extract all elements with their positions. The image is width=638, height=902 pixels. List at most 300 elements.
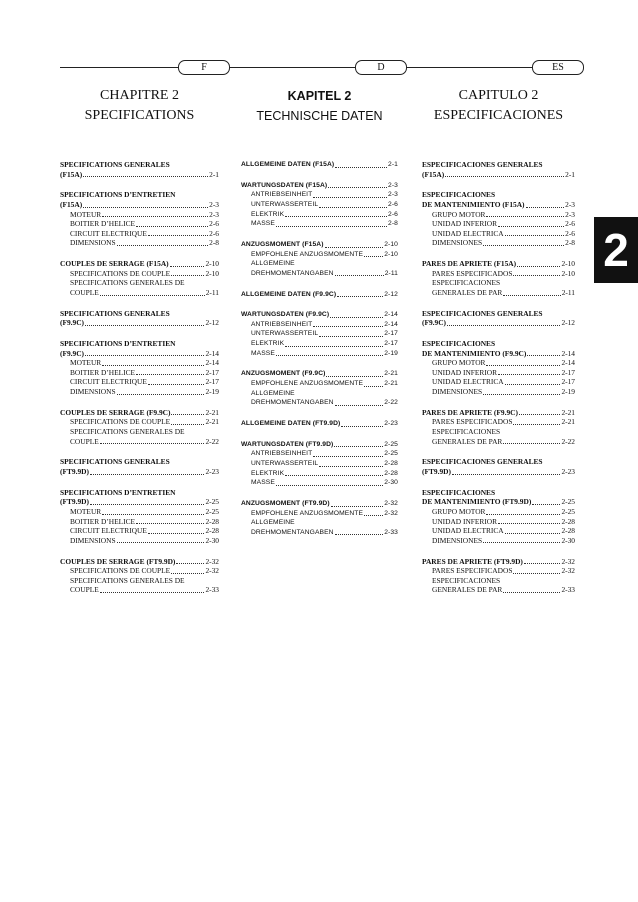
toc-entry-page: 2-14 [205, 348, 219, 358]
toc-entry [422, 387, 575, 397]
toc-entry [422, 170, 575, 180]
toc-entry-label: SPECIFICATIONS GENERALES DE [70, 575, 185, 585]
toc-entry-label: DREHMOMENTANGABEN [251, 269, 334, 277]
toc-entry-label: DIMENSIONS [70, 387, 116, 397]
toc-entry-page: 2-11 [561, 287, 575, 297]
toc-entry-label: DIMENSIONES [432, 387, 483, 397]
toc-entry-label: DE MANTENIMIENTO (F9.9C) [422, 348, 527, 358]
toc-leader-dots [319, 336, 383, 337]
toc-entry-page: 2-14 [384, 320, 398, 328]
toc-entry-page: 2-3 [565, 199, 575, 209]
toc-leader-dots [341, 426, 383, 427]
toc-entry-page: 2-17 [205, 377, 219, 387]
column-spanish [422, 86, 575, 606]
toc-entry [422, 339, 575, 349]
toc-entry-label: COUPLE [70, 287, 99, 297]
toc-entry [60, 507, 219, 517]
toc-entry-label: EMPFOHLENE ANZUGSMOMENTE [251, 380, 364, 388]
toc-entry-page: 2-6 [565, 228, 575, 238]
toc-entry [422, 229, 575, 239]
toc-entry-page: 2-10 [205, 268, 219, 278]
chapter-title-line1: CAPITULO 2 [458, 88, 539, 103]
toc-entry-label: SPECIFICATIONS DE COUPLE [70, 417, 171, 427]
toc-leader-dots [483, 542, 560, 543]
toc-entry [241, 398, 398, 408]
toc-entry [422, 358, 575, 368]
toc-entry [60, 576, 219, 586]
toc-entry [241, 329, 398, 339]
toc-entry-label: BOITIER D’HELICE [70, 367, 136, 377]
toc-entry-page: 2-21 [384, 380, 398, 388]
toc-entry-page: 2-10 [384, 240, 398, 248]
toc-leader-dots [532, 504, 560, 505]
toc-entry [60, 368, 219, 378]
toc-leader-dots [503, 592, 560, 593]
toc-entry [241, 419, 398, 429]
toc-entry-page: 2-17 [561, 367, 575, 377]
toc-leader-dots [90, 504, 204, 505]
toc-entry-page: 2-25 [205, 497, 219, 507]
toc-entry-label: SPECIFICATIONS GENERALES DE [70, 278, 185, 288]
toc-entry-label: MASSE [251, 349, 275, 357]
toc-entry-label: GENERALES DE PAR [432, 585, 503, 595]
toc-leader-dots [313, 326, 383, 327]
toc-entry-page: 2-25 [561, 497, 575, 507]
toc-entry-label: PARES DE APRIETE (F15A) [422, 259, 517, 269]
toc-entry-page: 2-23 [561, 466, 575, 476]
toc-entry-label: ESPECIFICACIONES [432, 278, 501, 288]
toc-entry [422, 585, 575, 595]
toc-entry-page: 2-25 [384, 440, 398, 448]
toc-entry-label: SPECIFICATIONS GENERALES [60, 160, 170, 169]
toc-entry-page: 2-10 [561, 259, 575, 269]
toc-entry-page: 2-33 [561, 585, 575, 595]
toc-entry [60, 259, 219, 269]
toc-entry-label: COUPLES DE SERRAGE (FT9.9D) [60, 556, 176, 566]
toc-entry-page: 2-1 [565, 169, 575, 179]
toc-leader-dots [505, 235, 565, 236]
toc-entry-label: WARTUNGSDATEN (F15A) [241, 181, 328, 189]
toc-entry [422, 497, 575, 507]
toc-entry-label: CIRCUIT ELECTRIQUE [70, 377, 147, 387]
toc-entry-page: 2-23 [205, 466, 219, 476]
toc-entry-page: 2-33 [384, 528, 398, 536]
toc-entry [241, 459, 398, 469]
toc-leader-dots [171, 424, 204, 425]
toc-section [241, 290, 398, 300]
toc-leader-dots [83, 176, 208, 177]
toc-entry-page: 2-30 [384, 479, 398, 487]
toc-entry-label: EMPFOHLENE ANZUGSMOMENTE [251, 250, 364, 258]
toc-entry-label: ESPECIFICACIONES [432, 575, 501, 585]
toc-entry-page: 2-17 [384, 330, 398, 338]
chapter-title-line2: ESPECIFICACIONES [433, 108, 564, 123]
toc-entry-label: CIRCUIT ELECTRIQUE [70, 526, 147, 536]
toc-leader-dots [117, 542, 205, 543]
toc-entry [60, 536, 219, 546]
chapter-title-line2: TECHNISCHE DATEN [256, 109, 383, 123]
toc-section [60, 190, 219, 248]
column-german [241, 86, 398, 549]
toc-leader-dots [325, 247, 384, 248]
toc-section [422, 190, 575, 248]
toc-entry-label: ANZUGSMOMENT (F15A) [241, 240, 324, 248]
toc-section [422, 160, 575, 179]
column-french [60, 86, 219, 606]
toc-section [422, 557, 575, 595]
toc-entry [241, 499, 398, 509]
toc-entry-label: COUPLE [70, 436, 99, 446]
toc-section [241, 160, 398, 170]
toc-entry [422, 526, 575, 536]
toc-entry-page: 2-6 [388, 210, 398, 218]
toc-entry-label: PARES DE APRIETE (F9.9C) [422, 407, 518, 417]
toc-entry [241, 528, 398, 538]
toc-entry-label: ELEKTRIK [251, 210, 285, 218]
toc-leader-dots [326, 376, 383, 377]
toc-entry [60, 200, 219, 210]
toc-leader-dots [176, 563, 204, 564]
toc-leader-dots [337, 296, 383, 297]
toc-entry-page: 2-6 [209, 228, 219, 238]
toc-section [241, 499, 398, 537]
toc-entry-label: ESPECIFICACIONES GENERALES [422, 160, 543, 169]
toc-leader-dots [486, 514, 560, 515]
toc-entry [60, 417, 219, 427]
toc-entry [60, 339, 219, 349]
toc-entry-page: 2-1 [209, 169, 219, 179]
toc-entry [422, 238, 575, 248]
toc-entry-page: 2-10 [561, 268, 575, 278]
toc-entry-label: ALLGEMEINE DATEN (FT9.9D) [241, 420, 341, 427]
toc-entry-label: COUPLES DE SERRAGE (F15A) [60, 259, 169, 269]
toc-section [241, 310, 398, 358]
toc-entry-page: 2-25 [205, 506, 219, 516]
toc-leader-dots [136, 374, 204, 375]
toc-entry [60, 557, 219, 567]
toc-entry [60, 229, 219, 239]
toc-entry [60, 488, 219, 498]
toc-leader-dots [285, 346, 383, 347]
toc-leader-dots [335, 275, 384, 276]
toc-entry-page: 2-32 [205, 556, 219, 566]
toc-entry-label: UNTERWASSERTEIL [251, 200, 319, 208]
toc-entry-page: 2-11 [205, 287, 219, 297]
toc-entry-label: (F15A) [60, 199, 83, 209]
toc-section [422, 309, 575, 328]
toc-entry [60, 387, 219, 397]
toc-entry-page: 2-28 [205, 516, 219, 526]
toc-entry-page: 2-3 [388, 191, 398, 199]
toc-section [241, 369, 398, 407]
toc-entry-page: 2-32 [384, 499, 398, 507]
toc-entry [241, 250, 398, 260]
toc-entry [422, 160, 575, 170]
toc-leader-dots [117, 394, 205, 395]
toc-entry [422, 318, 575, 328]
toc-entry-label: (FT9.9D) [60, 497, 89, 507]
toc-entry-label: ESPECIFICACIONES [432, 427, 501, 436]
toc-entry-page: 2-17 [561, 377, 575, 387]
chapter-title-line2: SPECIFICATIONS [84, 108, 195, 123]
toc-entry-page: 2-21 [384, 370, 398, 378]
toc-entry-label: MOTEUR [70, 358, 102, 368]
toc-entry [422, 200, 575, 210]
toc-entry-page: 2-30 [561, 535, 575, 545]
header-rule [60, 67, 578, 68]
toc-leader-dots [445, 176, 564, 177]
toc-entry [60, 526, 219, 536]
toc-entry-page: 2-3 [209, 209, 219, 219]
toc-leader-dots [148, 235, 208, 236]
toc-entry [241, 181, 398, 191]
toc-entry [60, 467, 219, 477]
toc-entry [241, 320, 398, 330]
toc-entry-label: ESPECIFICACIONES [422, 190, 496, 200]
toc-entry [241, 219, 398, 229]
toc-entry [60, 219, 219, 229]
chapter-title [422, 86, 575, 126]
toc-list [422, 160, 575, 595]
toc-leader-dots [171, 573, 204, 574]
toc-leader-dots [335, 167, 387, 168]
toc-leader-dots [117, 245, 209, 246]
toc-entry-label: (F15A) [60, 169, 83, 179]
toc-leader-dots [276, 226, 387, 227]
toc-leader-dots [483, 394, 560, 395]
toc-entry-label: UNIDAD ELECTRICA [432, 228, 504, 238]
toc-entry [241, 269, 398, 279]
toc-entry-label: DIMENSIONS [70, 535, 116, 545]
toc-leader-dots [171, 275, 204, 276]
toc-leader-dots [524, 563, 561, 564]
toc-entry-page: 2-21 [561, 417, 575, 427]
toc-entry [422, 278, 575, 288]
toc-section [422, 259, 575, 297]
toc-leader-dots [334, 446, 383, 447]
toc-section [241, 440, 398, 488]
toc-entry-label: SPECIFICATIONS DE COUPLE [70, 268, 171, 278]
toc-entry [60, 238, 219, 248]
toc-leader-dots [498, 523, 560, 524]
toc-entry-label: DIMENSIONS [70, 238, 116, 248]
toc-entry [241, 290, 398, 300]
toc-leader-dots [331, 506, 384, 507]
toc-entry-label: SPECIFICATIONS D’ENTRETIEN [60, 190, 176, 200]
toc-entry-label: CIRCUIT ELECTRIQUE [70, 228, 147, 238]
toc-leader-dots [335, 534, 384, 535]
toc-entry-page: 2-17 [205, 367, 219, 377]
toc-entry [241, 469, 398, 479]
toc-entry-label: DIMENSIONES [432, 535, 483, 545]
toc-section [422, 408, 575, 446]
toc-entry-label: ANTRIEBSEINHEIT [251, 450, 313, 458]
toc-section [241, 181, 398, 229]
chapter-title [241, 86, 398, 126]
toc-leader-dots [513, 275, 560, 276]
toc-entry-label: PARES ESPECIFICADOS [432, 566, 513, 576]
toc-entry [241, 190, 398, 200]
toc-entry-label: ELEKTRIK [251, 469, 285, 477]
toc-leader-dots [328, 187, 387, 188]
toc-entry-page: 2-25 [561, 506, 575, 516]
toc-entry [422, 269, 575, 279]
toc-leader-dots [83, 207, 208, 208]
toc-entry-label: ALLGEMEINE [251, 260, 295, 268]
toc-leader-dots [285, 216, 387, 217]
toc-entry-page: 2-14 [205, 358, 219, 368]
toc-entry-page: 2-10 [205, 259, 219, 269]
toc-entry-page: 2-12 [561, 318, 575, 328]
toc-entry [60, 377, 219, 387]
toc-leader-dots [330, 317, 383, 318]
toc-leader-dots [505, 384, 561, 385]
toc-entry-label: BOITIER D’HELICE [70, 516, 136, 526]
toc-entry-label: MOTEUR [70, 506, 102, 516]
toc-section [241, 419, 398, 429]
toc-entry [422, 566, 575, 576]
toc-leader-dots [447, 325, 560, 326]
toc-entry [60, 517, 219, 527]
toc-entry [60, 288, 219, 298]
header-label-f: F [178, 60, 230, 75]
toc-entry [60, 358, 219, 368]
toc-entry-label: ANTRIEBSEINHEIT [251, 320, 313, 328]
toc-entry-page: 2-3 [565, 209, 575, 219]
toc-entry-label: (F9.9C) [422, 318, 447, 328]
toc-entry-page: 2-8 [388, 220, 398, 228]
toc-entry-page: 2-12 [205, 318, 219, 328]
toc-entry-label: SPECIFICATIONS D’ENTRETIEN [60, 487, 176, 497]
toc-entry-label: ANZUGSMOMENT (FT9.9D) [241, 499, 330, 507]
toc-entry-label: MASSE [251, 479, 275, 487]
toc-list [60, 160, 219, 595]
toc-entry [60, 190, 219, 200]
toc-entry-label: ANZUGSMOMENT (F9.9C) [241, 370, 326, 378]
toc-entry-label: ALLGEMEINE DATEN (F9.9C) [241, 290, 337, 298]
toc-entry [60, 585, 219, 595]
toc-section [422, 339, 575, 397]
toc-entry-page: 2-11 [384, 269, 398, 277]
toc-entry [422, 488, 575, 498]
toc-leader-dots [498, 374, 560, 375]
toc-entry [241, 509, 398, 519]
toc-entry-label: PARES ESPECIFICADOS [432, 268, 513, 278]
toc-entry-page: 2-1 [388, 161, 398, 168]
toc-entry-label: UNIDAD INFERIOR [432, 367, 498, 377]
toc-entry [241, 379, 398, 389]
chapter-title [60, 86, 219, 126]
toc-entry-label: ANTRIEBSEINHEIT [251, 191, 313, 199]
toc-entry-label: (F9.9C) [60, 348, 85, 358]
toc-entry [422, 467, 575, 477]
toc-entry-label: (F15A) [422, 169, 445, 179]
toc-entry [422, 507, 575, 517]
toc-entry [60, 566, 219, 576]
toc-entry [60, 160, 219, 170]
toc-entry-page: 2-14 [561, 358, 575, 368]
toc-entry-label: DE MANTENIMIENTO (FT9.9D) [422, 497, 532, 507]
toc-section [422, 488, 575, 546]
toc-entry-label: DE MANTENIMIENTO (F15A) [422, 199, 525, 209]
toc-entry-page: 2-8 [565, 238, 575, 248]
toc-entry [60, 269, 219, 279]
toc-entry [241, 518, 398, 528]
toc-section [60, 457, 219, 476]
toc-entry-label: COUPLE [70, 585, 99, 595]
toc-entry-label: ESPECIFICACIONES [422, 487, 496, 497]
toc-leader-dots [364, 386, 383, 387]
toc-entry [422, 219, 575, 229]
toc-entry [422, 408, 575, 418]
toc-entry-page: 2-33 [205, 585, 219, 595]
toc-entry-label: ELEKTRIK [251, 340, 285, 348]
toc-leader-dots [100, 443, 205, 444]
toc-entry-page: 2-30 [205, 535, 219, 545]
toc-entry-page: 2-14 [384, 311, 398, 319]
toc-entry-page: 2-28 [384, 469, 398, 477]
toc-section [60, 408, 219, 446]
toc-leader-dots [486, 365, 560, 366]
toc-leader-dots [102, 514, 204, 515]
toc-leader-dots [136, 523, 204, 524]
toc-entry-label: UNIDAD INFERIOR [432, 219, 498, 229]
toc-entry-label: MASSE [251, 220, 275, 228]
toc-entry-page: 2-12 [384, 290, 398, 298]
toc-entry-label: (FT9.9D) [60, 466, 89, 476]
toc-entry-page: 2-21 [205, 417, 219, 427]
toc-section [60, 259, 219, 297]
toc-leader-dots [452, 474, 560, 475]
toc-entry-label: UNIDAD ELECTRICA [432, 526, 504, 536]
toc-entry [422, 190, 575, 200]
toc-entry-label: ALLGEMEINE [251, 519, 295, 527]
toc-entry-label: BOITIER D’HELICE [70, 219, 136, 229]
toc-leader-dots [100, 592, 205, 593]
toc-leader-dots [170, 266, 205, 267]
toc-entry-label: UNTERWASSERTEIL [251, 459, 319, 467]
toc-leader-dots [136, 226, 208, 227]
toc-entry [422, 536, 575, 546]
toc-entry [241, 310, 398, 320]
toc-entry [60, 349, 219, 359]
toc-entry-page: 2-14 [561, 348, 575, 358]
toc-leader-dots [319, 207, 387, 208]
toc-entry-page: 2-28 [384, 459, 398, 467]
toc-entry [422, 259, 575, 269]
toc-leader-dots [285, 475, 383, 476]
toc-entry-label: MOTEUR [70, 209, 102, 219]
toc-entry-label: SPECIFICATIONS GENERALES DE [70, 427, 185, 436]
header-label-es: ES [532, 60, 584, 75]
toc-entry-page: 2-6 [388, 200, 398, 208]
toc-leader-dots [513, 424, 560, 425]
toc-entry-page: 2-8 [209, 238, 219, 248]
toc-leader-dots [319, 466, 383, 467]
toc-entry-page: 2-28 [561, 526, 575, 536]
chapter-tab: 2 [594, 217, 638, 283]
toc-leader-dots [85, 325, 204, 326]
toc-leader-dots [276, 485, 383, 486]
toc-entry [422, 437, 575, 447]
toc-entry-page: 2-22 [561, 436, 575, 446]
toc-section [60, 160, 219, 179]
toc-entry [241, 200, 398, 210]
toc-entry-label: SPECIFICATIONS GENERALES [60, 457, 170, 467]
toc-leader-dots [483, 245, 564, 246]
toc-entry [422, 377, 575, 387]
toc-leader-dots [519, 414, 560, 415]
